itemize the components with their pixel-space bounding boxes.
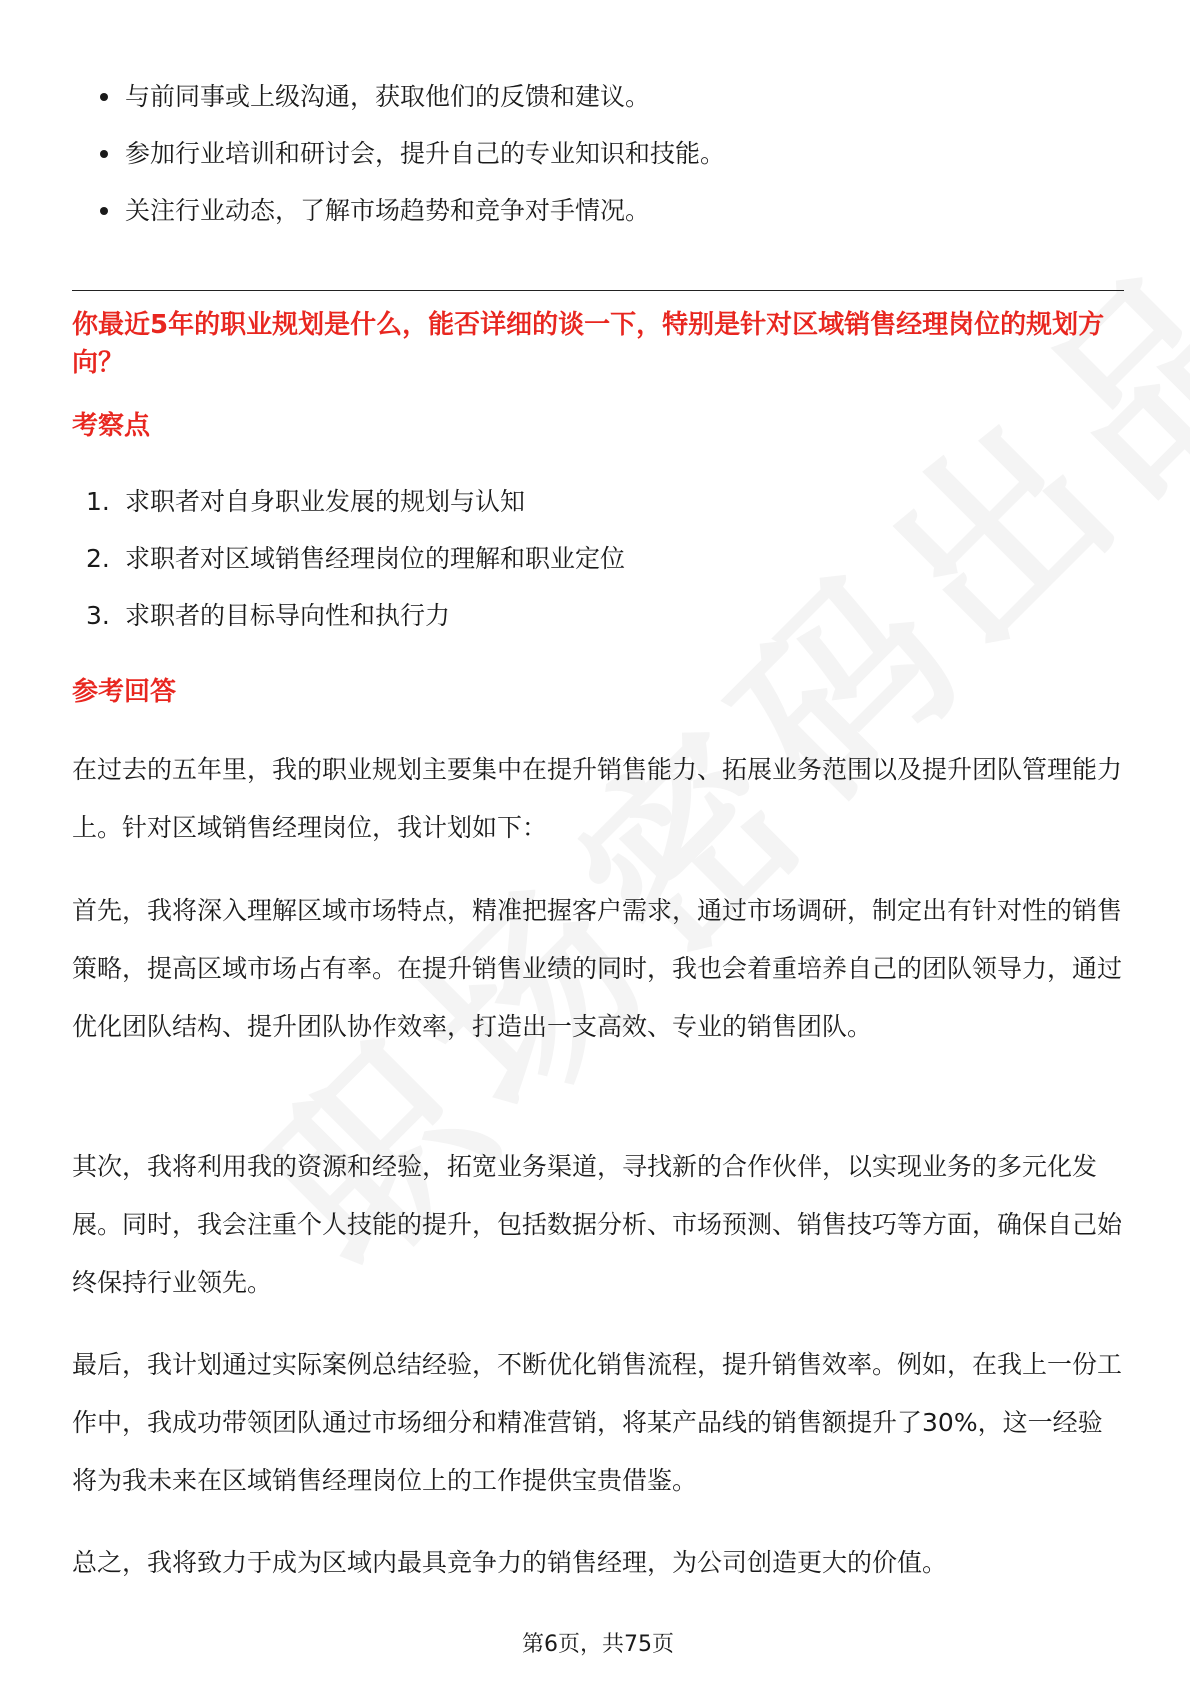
answer-paragraph: 总之，我将致力于成为区域内最具竞争力的销售经理，为公司创造更大的价值。 bbox=[72, 1548, 948, 1577]
points-heading: 考察点 bbox=[72, 411, 151, 441]
page-number: 第6页，共75页 bbox=[522, 1632, 674, 1657]
bullet-list bbox=[72, 68, 1124, 239]
item-number: 3. bbox=[86, 601, 110, 630]
bullet-text: 参加行业培训和研讨会，提升自己的专业知识和技能。 bbox=[125, 139, 726, 168]
list-item bbox=[72, 530, 1124, 587]
document-page bbox=[72, 0, 1124, 1684]
bullet-dot-icon bbox=[100, 93, 108, 101]
answer-paragraph: 首先，我将深入理解区域市场特点，精准把握客户需求，通过市场调研，制定出有针对性的销售策略，提高区域市场占有率。在提升销售业绩的同时，我也会着重培养自己的团队领导力，通过优化团队结构、提升团队协作效率，打造出一支高效、专业的销售团队。 bbox=[72, 896, 1123, 1041]
bullet-text: 与前同事或上级沟通，获取他们的反馈和建议。 bbox=[125, 82, 651, 111]
points-list bbox=[72, 473, 1124, 644]
section-divider bbox=[72, 290, 1124, 291]
bullet-dot-icon bbox=[100, 207, 108, 215]
list-item bbox=[72, 473, 1124, 530]
bullet-text: 关注行业动态，了解市场趋势和竞争对手情况。 bbox=[125, 196, 651, 225]
bullet-dot-icon bbox=[100, 150, 108, 158]
list-item bbox=[72, 125, 1124, 182]
item-text: 求职者的目标导向性和执行力 bbox=[125, 601, 451, 630]
list-item bbox=[72, 182, 1124, 239]
item-text: 求职者对区域销售经理岗位的理解和职业定位 bbox=[125, 544, 626, 573]
answer-heading: 参考回答 bbox=[72, 677, 177, 707]
answer-paragraph: 其次，我将利用我的资源和经验，拓宽业务渠道，寻找新的合作伙伴，以实现业务的多元化发展。同时，我会注重个人技能的提升，包括数据分析、市场预测、销售技巧等方面，确保自己始终保持行业领先。 bbox=[72, 1152, 1123, 1297]
item-number: 2. bbox=[86, 544, 110, 573]
item-number: 1. bbox=[86, 487, 110, 516]
item-text: 求职者对自身职业发展的规划与认知 bbox=[125, 487, 526, 516]
list-item bbox=[72, 68, 1124, 125]
answer-paragraph: 在过去的五年里，我的职业规划主要集中在提升销售能力、拓展业务范围以及提升团队管理能力上。针对区域销售经理岗位，我计划如下： bbox=[72, 755, 1123, 842]
list-item bbox=[72, 587, 1124, 644]
answer-paragraph: 最后，我计划通过实际案例总结经验，不断优化销售流程，提升销售效率。例如，在我上一份工作中，我成功带领团队通过市场细分和精准营销，将某产品线的销售额提升了30%，这一经验将为我未来在区域销售经理岗位上的工作提供宝贵借鉴。 bbox=[72, 1350, 1123, 1495]
question-heading: 你最近5年的职业规划是什么，能否详细的谈一下，特别是针对区域销售经理岗位的规划方向？ bbox=[72, 310, 1105, 378]
